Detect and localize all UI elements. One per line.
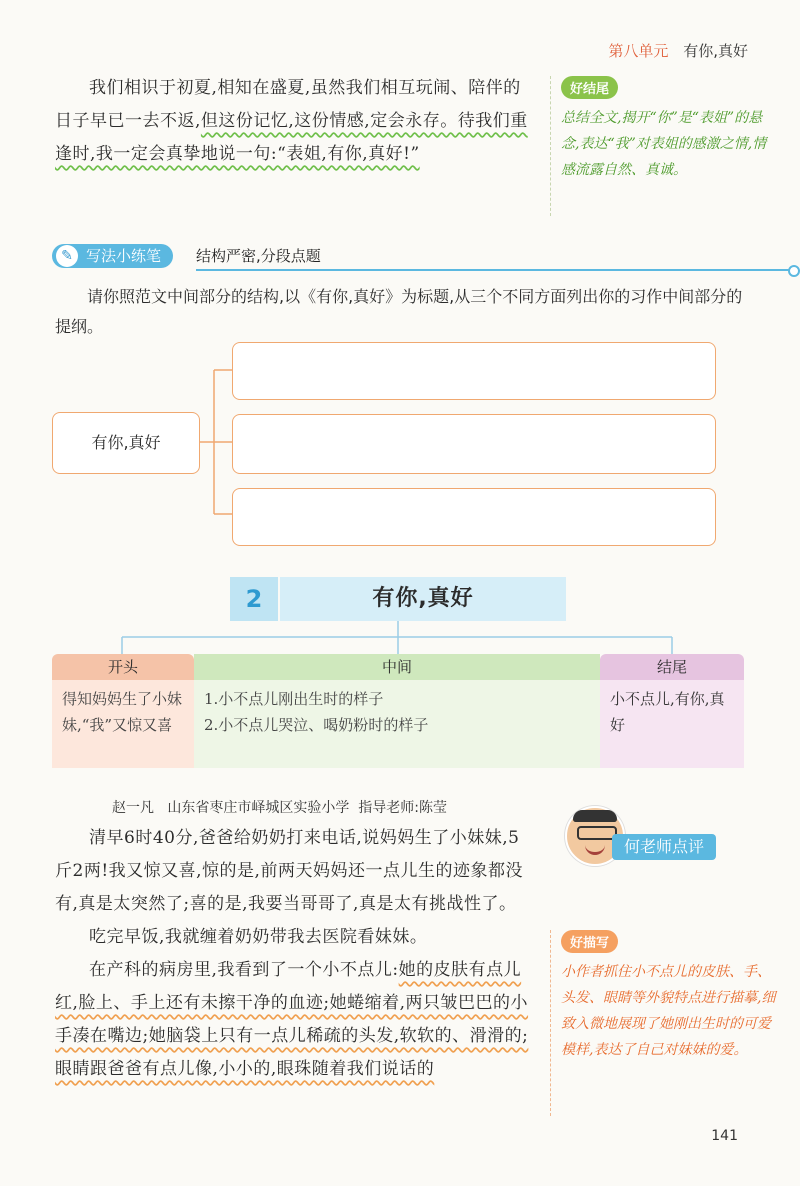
outline-input-box-2[interactable] <box>232 414 716 474</box>
essay-paragraph-2: 吃完早饭,我就缠着奶奶带我去医院看妹妹。 <box>89 927 428 947</box>
teacher-glasses <box>577 826 617 840</box>
structure-end-text: 小不点儿,有你,真好 <box>600 680 744 768</box>
good-ending-text: 总结全文,揭开“你”是“表姐”的悬念,表达“我”对表姐的感激之情,情感流露自然、真诚。 <box>561 110 767 178</box>
good-description-tag: 好描写 <box>561 930 618 953</box>
teacher-hair <box>573 810 617 822</box>
teacher-smile <box>585 844 605 855</box>
closing-text-highlight: 但这份记忆,这份情感,定会永存。待我们重逢时,我一定会真挚地说一句:“表姐,有你,真好!” <box>55 111 528 164</box>
outline-center-box: 有你,真好 <box>52 412 200 474</box>
header-title: 有你,真好 <box>683 42 748 60</box>
essay-p3-highlight: 她的皮肤有点儿红,脸上、手上还有未擦干净的血迹;她蜷缩着,两只皱巴巴的小手凑在嘴边;她脑袋上只有一点儿稀疏的头发,软软的、滑滑的;眼睛跟爸爸有点儿像,小小的,眼珠随着我们说话的 <box>55 960 529 1079</box>
pencil-icon: ✎ <box>56 245 78 267</box>
practice-label: 写法小练笔 <box>86 247 162 265</box>
structure-open-label: 开头 <box>52 654 194 680</box>
essay-paragraph-1: 清早6时40分,爸爸给奶奶打来电话,说妈妈生了小妹妹,5斤2两!我又惊又喜,惊的是,前两天妈妈还一点儿生的迹象都没有,真是太突然了;喜的是,我要当哥哥了,真是太有挑战性了。 <box>55 828 523 914</box>
essay-p3-plain: 在产科的病房里,我看到了一个小不点儿: <box>89 960 399 980</box>
structure-middle-item: 2.小不点儿哭泣、喝奶粉时的样子 <box>204 716 429 734</box>
structure-middle-label: 中间 <box>194 654 600 680</box>
essay-paragraph-3 <box>55 954 533 1086</box>
structure-open-text: 得知妈妈生了小妹妹,“我”又惊又喜 <box>52 680 194 768</box>
structure-middle-item: 1.小不点儿刚出生时的样子 <box>204 690 384 708</box>
practice-subtitle: 结构严密,分段点题 <box>196 247 321 265</box>
outline-input-box-1[interactable] <box>232 342 716 400</box>
good-description-note <box>550 930 776 1116</box>
page-number: 141 <box>711 1128 738 1144</box>
essay-title: 有你,真好 <box>280 577 566 621</box>
good-ending-tag: 好结尾 <box>561 76 618 99</box>
unit-label: 第八单元 <box>608 42 669 60</box>
closing-text-plain: 我们相识于初夏,相知在盛夏,虽然我们相互玩闹、陪伴的日子早已一去不返, <box>55 78 521 131</box>
teacher-comment-label: 何老师点评 <box>612 834 716 860</box>
structure-end-label: 结尾 <box>600 654 744 680</box>
essay-author: 赵一凡 山东省枣庄市峄城区实验小学 指导老师:陈莹 <box>112 800 447 816</box>
essay-body <box>55 822 533 1086</box>
structure-middle-list <box>194 680 600 768</box>
essay-number: 2 <box>230 577 278 621</box>
outline-input-box-3[interactable] <box>232 488 716 546</box>
practice-instruction: 请你照范文中间部分的结构,以《有你,真好》为标题,从三个不同方面列出你的习作中间部分的提纲。 <box>55 287 743 336</box>
good-description-text: 小作者抓住小不点儿的皮肤、手、头发、眼睛等外貌特点进行描摹,细致入微地展现了她刚出生时的可爱模样,表达了自己对妹妹的爱。 <box>561 964 776 1058</box>
essay-title-banner <box>230 577 566 621</box>
